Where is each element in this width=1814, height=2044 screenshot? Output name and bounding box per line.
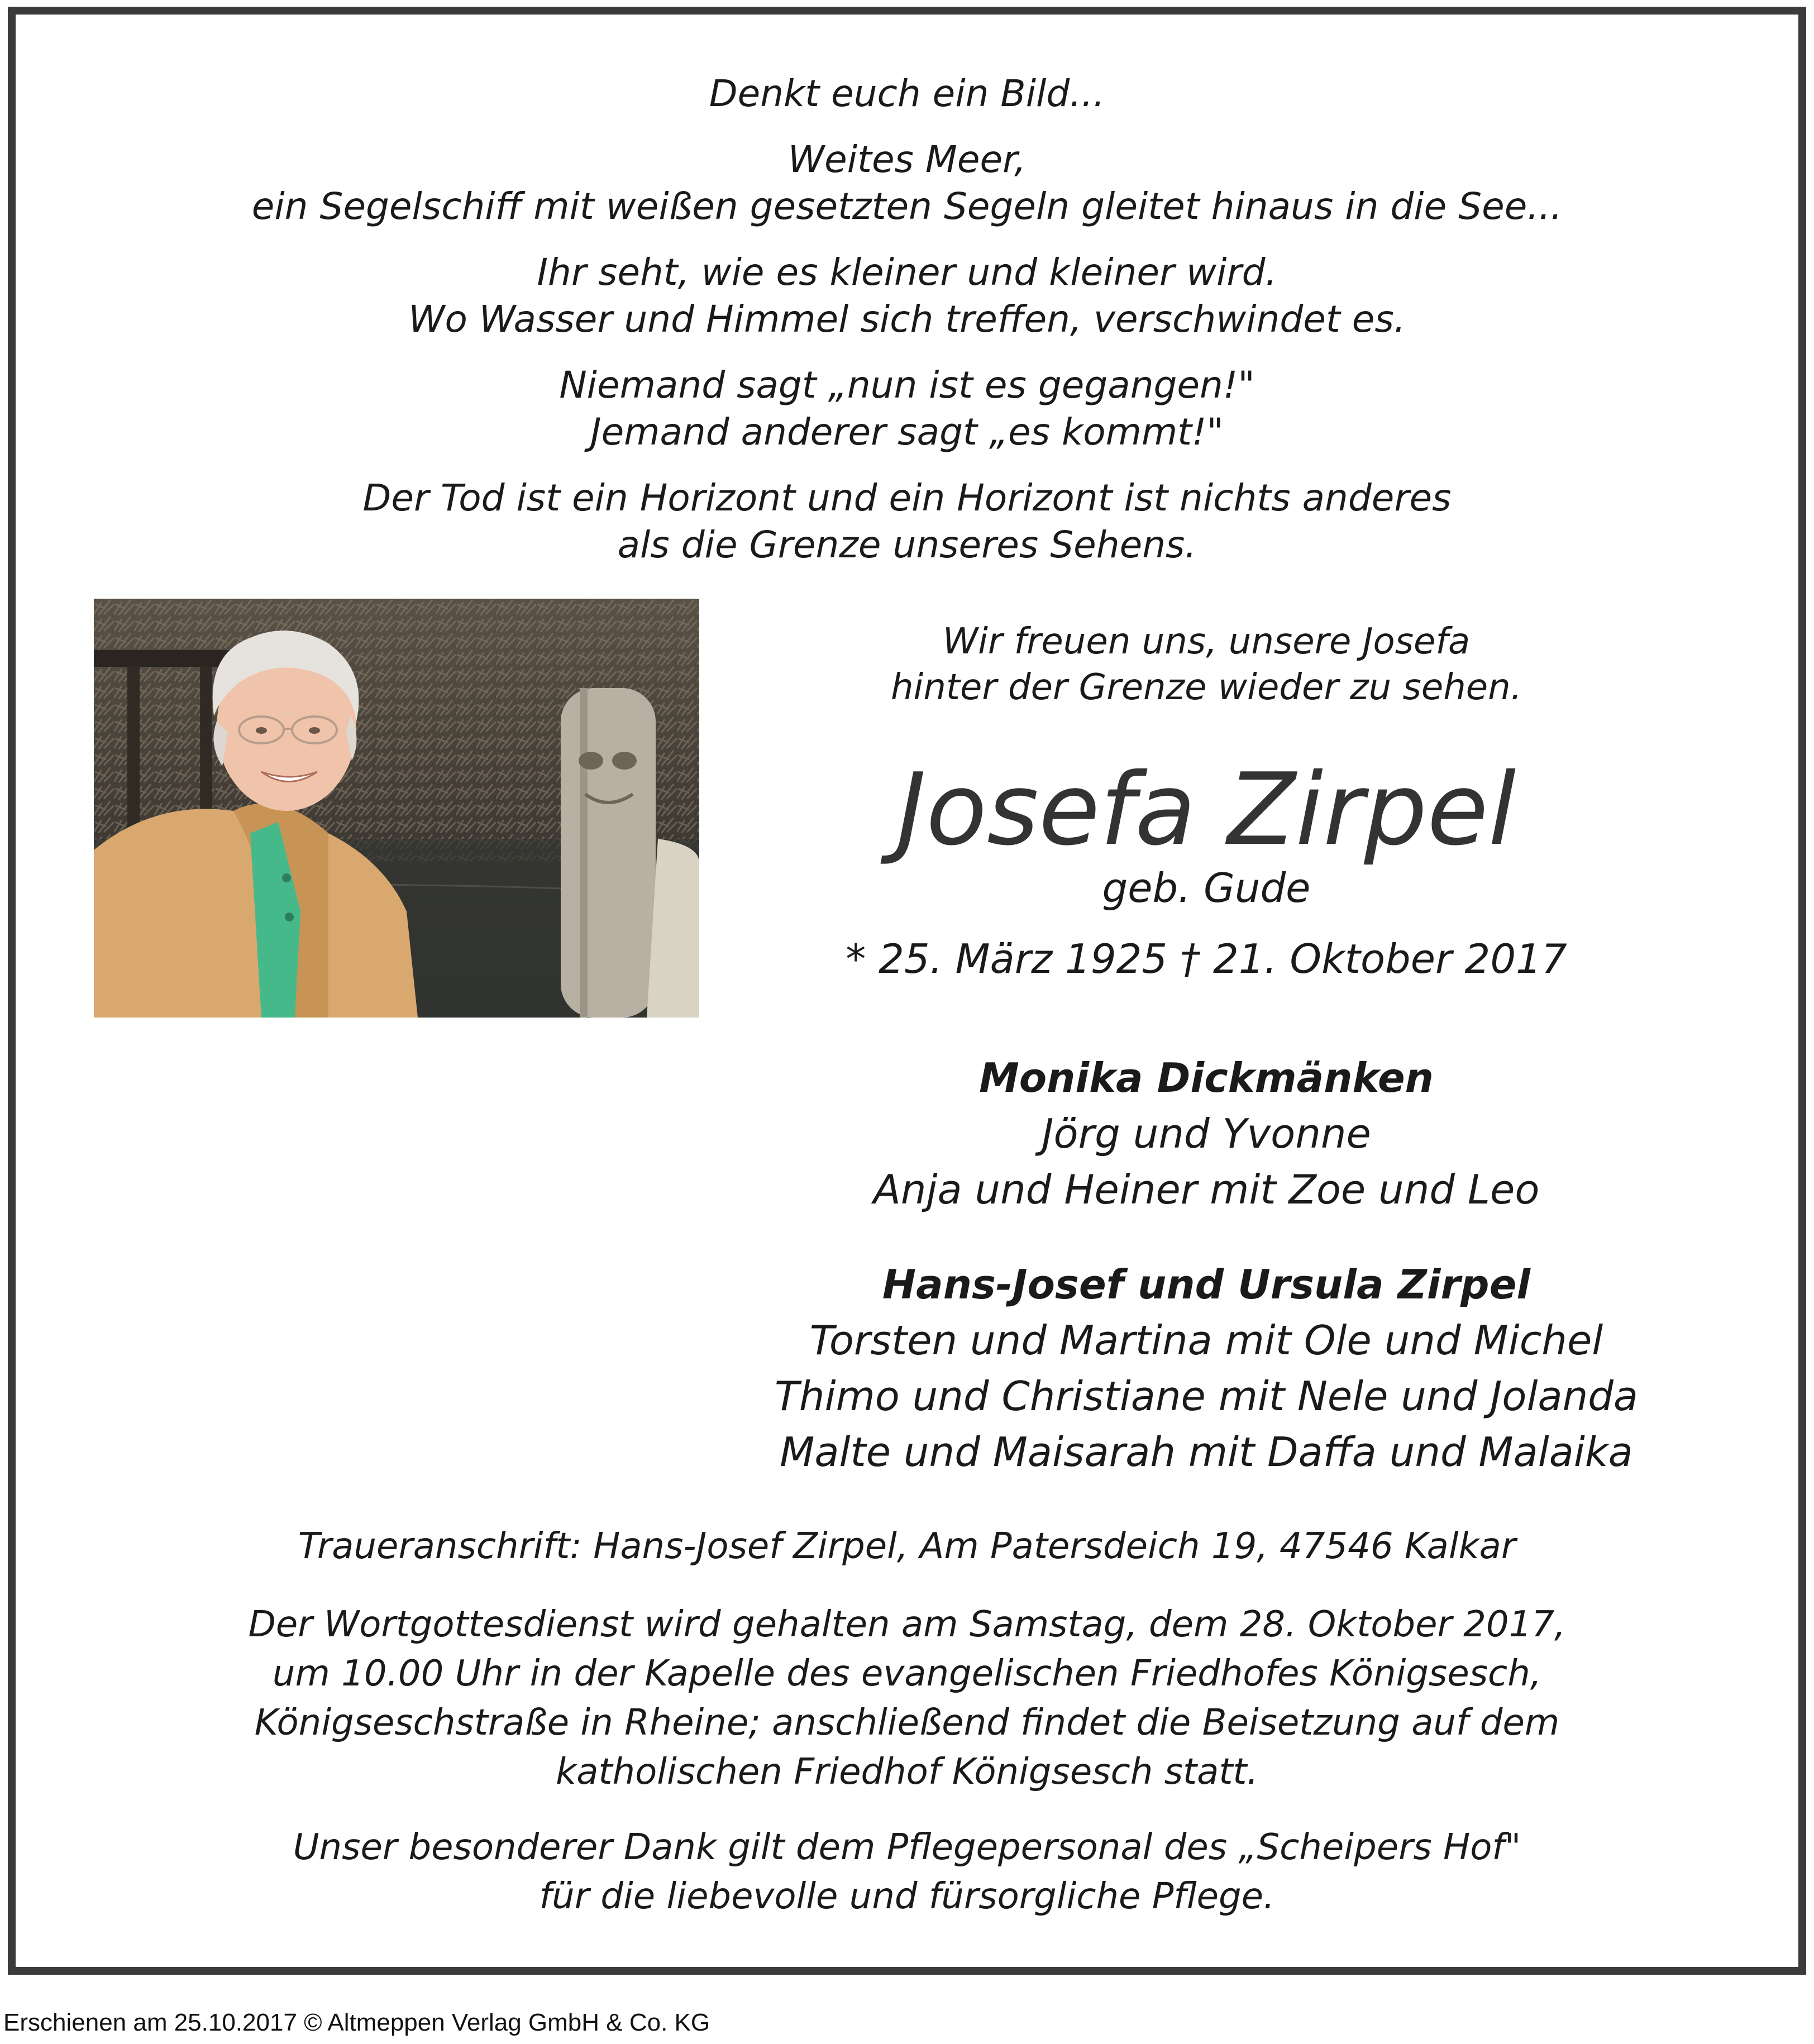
family-group bbox=[726, 1050, 1687, 1217]
portrait-photo bbox=[94, 599, 699, 1018]
poem bbox=[0, 70, 1814, 588]
service-line: katholischen Friedhof Königsesch statt. bbox=[556, 1751, 1258, 1793]
family-member: Anja und Heiner mit Zoe und Leo bbox=[873, 1166, 1540, 1213]
family-member: Jörg und Yvonne bbox=[1042, 1110, 1371, 1157]
poem-line: ein Segelschiff mit weißen gesetzten Segeln gleitet hinaus in die See... bbox=[251, 185, 1563, 228]
poem-line: Wo Wasser und Himmel sich treffen, verschwindet es. bbox=[408, 298, 1406, 341]
intro-line: hinter der Grenze wieder zu sehen. bbox=[890, 667, 1522, 708]
family-group bbox=[726, 1257, 1687, 1480]
poem-stanza bbox=[0, 249, 1814, 343]
poem-stanza bbox=[0, 136, 1814, 230]
publication-footer: Erschienen am 25.10.2017 © Altmeppen Verlag GmbH & Co. KG bbox=[3, 2009, 710, 2036]
poem-line: Denkt euch ein Bild... bbox=[709, 72, 1105, 115]
poem-line: Der Tod ist ein Horizont und ein Horizont ist nichts anderes bbox=[362, 476, 1452, 519]
poem-line: Niemand sagt „nun ist es gegangen!" bbox=[559, 364, 1255, 407]
family-member: Torsten und Martina mit Ole und Michel bbox=[809, 1317, 1603, 1364]
service-line: Der Wortgottesdienst wird gehalten am Samstag, dem 28. Oktober 2017, bbox=[248, 1604, 1566, 1645]
family-head: Hans-Josef und Ursula Zirpel bbox=[882, 1261, 1531, 1308]
family-member: Malte und Maisarah mit Daffa und Malaika bbox=[780, 1429, 1633, 1475]
thanks-note bbox=[0, 1823, 1814, 1921]
poem-stanza bbox=[0, 362, 1814, 456]
poem-line: Jemand anderer sagt „es kommt!" bbox=[590, 410, 1224, 453]
intro-line: Wir freuen uns, unsere Josefa bbox=[942, 621, 1471, 662]
poem-stanza bbox=[0, 70, 1814, 117]
service-info bbox=[0, 1600, 1814, 1797]
born-name: geb. Gude bbox=[1102, 865, 1311, 911]
family-member: Thimo und Christiane mit Nele und Jolanda bbox=[774, 1373, 1639, 1420]
service-line: um 10.00 Uhr in der Kapelle des evangelischen Friedhofes Königsesch, bbox=[272, 1653, 1542, 1694]
poem-stanza bbox=[0, 475, 1814, 569]
poem-line: Ihr seht, wie es kleiner und kleiner wird. bbox=[537, 251, 1277, 294]
intro-text bbox=[726, 619, 1687, 710]
poem-line: Weites Meer, bbox=[787, 138, 1027, 181]
deceased-name: Josefa Zirpel bbox=[896, 752, 1516, 867]
mourning-address: Traueranschrift: Hans-Josef Zirpel, Am Patersdeich 19, 47546 Kalkar bbox=[298, 1526, 1516, 1567]
life-dates: * 25. März 1925 † 21. Oktober 2017 bbox=[846, 935, 1567, 982]
family-head: Monika Dickmänken bbox=[979, 1054, 1434, 1101]
thanks-line: Unser besonderer Dank gilt dem Pflegepersonal des „Scheipers Hof" bbox=[293, 1827, 1521, 1868]
poem-line: als die Grenze unseres Sehens. bbox=[617, 523, 1197, 566]
thanks-line: für die liebevolle und fürsorgliche Pflege. bbox=[539, 1876, 1275, 1917]
service-line: Königseschstraße in Rheine; anschließend findet die Beisetzung auf dem bbox=[254, 1702, 1560, 1744]
